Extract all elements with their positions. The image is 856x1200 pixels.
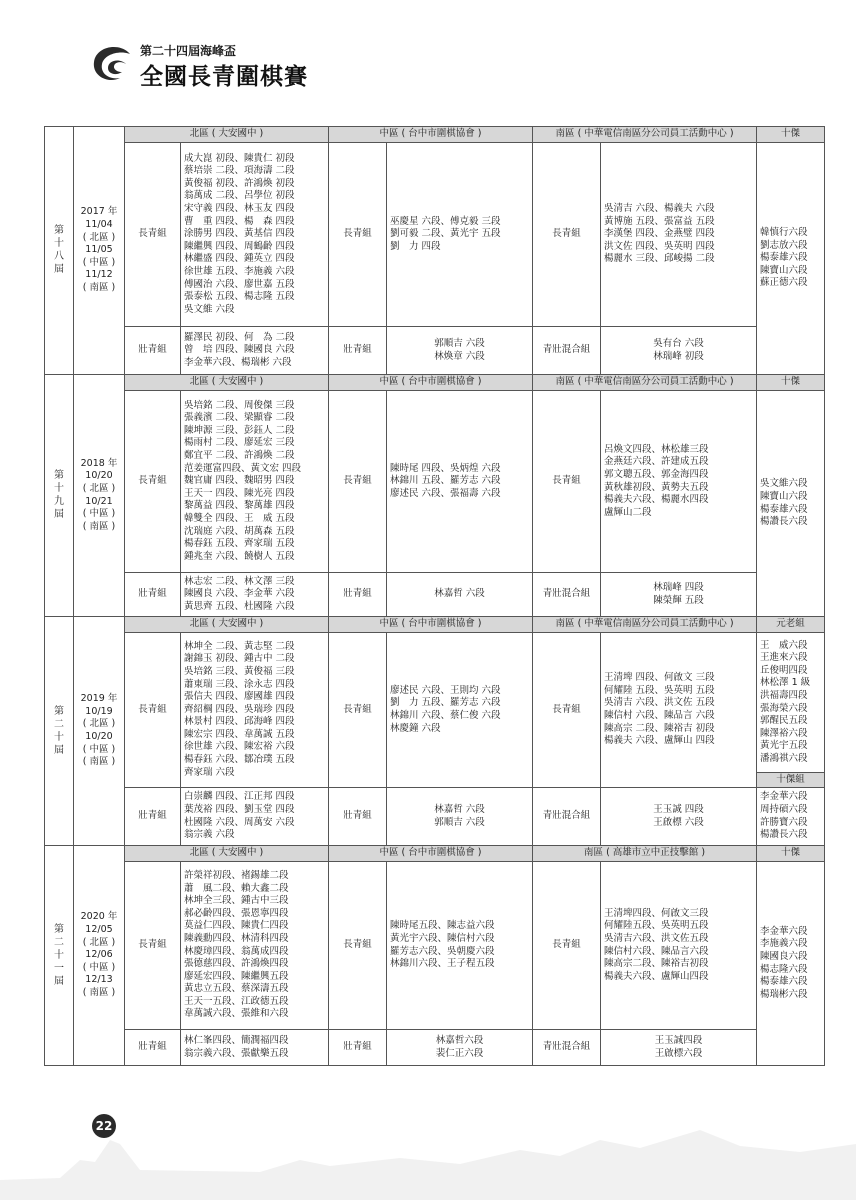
south-header: 南區 ( 中華電信南區分公司員工活動中心 ) (533, 127, 757, 143)
session-date: 2017 年 11/04 ( 北區 ) 11/05 ( 中區 ) 11/12 ( 南區 ) (74, 127, 125, 375)
swirl-logo-icon (90, 44, 134, 84)
mixed-label: 青壯混合組 (533, 1030, 601, 1066)
mixed-label: 青壯混合組 (533, 327, 601, 375)
event-logo (90, 40, 330, 90)
top10-list: 李金華六段 周持碩六段 許勝寶六段 楊讚長六段 (757, 788, 825, 846)
session-name: 第十八屆 (45, 127, 74, 375)
youth-label: 壯青組 (329, 327, 387, 375)
youth-label: 壯青組 (329, 788, 387, 846)
session-name: 第十九屆 (45, 375, 74, 617)
senior-label: 長青組 (533, 391, 601, 573)
youth-label: 壯青組 (125, 327, 181, 375)
central-senior-winners: 陳時尾五段、陳志益六段 黃光宇六段、陳信村六段 羅芳志六段、吳朝慶六段 林錦川六段、王子程五段 (387, 862, 533, 1030)
youth-label: 壯青組 (125, 788, 181, 846)
session-date: 2020 年 12/05 ( 北區 ) 12/06 ( 中區 ) 12/13 ( 南區 ) (74, 846, 125, 1066)
north-header: 北區 ( 大安國中 ) (125, 127, 329, 143)
south-youth-winners: 吳有台 六段 林瑞峰 初段 (601, 327, 757, 375)
north-youth-winners: 林志宏 二段、林文澤 三段 陳國良 六段、李金華 六段 黃思齊 五段、杜國隆 六段 (181, 573, 329, 617)
top10-list: 李金華六段 李施義六段 陳國良六段 楊志隆六段 楊泰雄六段 楊瑞彬六段 (757, 862, 825, 1066)
south-header: 南區 ( 中華電信南區分公司員工活動中心 ) (533, 617, 757, 633)
event-title: 全國長青圍棋賽 (140, 64, 308, 90)
mixed-label: 青壯混合組 (533, 788, 601, 846)
south-senior-winners: 呂煥文四段、林松雄三段 金燕廷六段、許建成五段 郭文聰五段、郭金海四段 黃秋雄初段、黃勢夫五段 楊義夫六段、楊麗水四段 盧輝山二段 (601, 391, 757, 573)
session-name: 第二十一屆 (45, 846, 74, 1066)
senior-label: 長青組 (533, 633, 601, 788)
south-header: 南區 ( 中華電信南區分公司員工活動中心 ) (533, 375, 757, 391)
senior-label: 長青組 (125, 391, 181, 573)
senior-label: 長青組 (329, 391, 387, 573)
session-date: 2019 年 10/19 ( 北區 ) 10/20 ( 中區 ) ( 南區 ) (74, 617, 125, 846)
south-youth-winners: 林瑞峰 四段 陳榮輝 五段 (601, 573, 757, 617)
central-youth-winners: 林嘉哲 六段 郭順吉 六段 (387, 788, 533, 846)
senior-label: 長青組 (533, 143, 601, 327)
senior-label: 長青組 (329, 633, 387, 788)
central-header: 中區 ( 台中市圍棋協會 ) (329, 846, 533, 862)
senior-label: 長青組 (125, 862, 181, 1030)
top10-list: 韓慎行六段 劉志放六段 楊泰雄六段 陳寶山六段 蘇正德六段 (757, 143, 825, 375)
north-youth-winners: 白崇麟 四段、江正邦 四段 葉茂裕 四段、劉玉堂 四段 杜國隆 六段、周萬安 六段 翁宗義 六段 (181, 788, 329, 846)
central-youth-winners: 林嘉哲六段 裴仁正六段 (387, 1030, 533, 1066)
north-header: 北區 ( 大安國中 ) (125, 375, 329, 391)
south-senior-winners: 王清埤四段、何啟文三段 何耀陸五段、吳英明五段 吳清吉六段、洪文佐五段 陳信村六段、陳品言六段 陳高宗二段、陳裕吉初段 楊義夫六段、盧輝山四段 (601, 862, 757, 1030)
history-table (44, 126, 825, 1066)
north-header: 北區 ( 大安國中 ) (125, 617, 329, 633)
youth-label: 壯青組 (125, 1030, 181, 1066)
senior-label: 長青組 (329, 862, 387, 1030)
mixed-label: 青壯混合組 (533, 573, 601, 617)
top10-subheader: 十傑組 (757, 773, 825, 788)
south-header: 南區 ( 高雄市立中正技擊館 ) (533, 846, 757, 862)
south-senior-winners: 王清埤 四段、何啟文 三段 何耀陸 五段、吳英明 五段 吳清吉 六段、洪文佐 五段 陳信村 六段、陳品言 六段 陳高宗 二段、陳裕吉 初段 楊義夫 六段、盧輝山 四段 (601, 633, 757, 788)
top10-list: 吳文維六段 陳寶山六段 楊泰雄六段 楊讚長六段 (757, 391, 825, 617)
session-name: 第二十屆 (45, 617, 74, 846)
top10-header: 十傑 (757, 127, 825, 143)
youth-label: 壯青組 (125, 573, 181, 617)
senior-label: 長青組 (125, 143, 181, 327)
page-number: 22 (92, 1114, 116, 1138)
south-senior-winners: 吳清吉 六段、楊義夫 六段 黃博施 五段、張富益 五段 李漢堡 四段、金燕璧 四段 洪文佐 四段、吳英明 四段 楊麗水 三段、邱峻揚 二段 (601, 143, 757, 327)
central-header: 中區 ( 台中市圍棋協會 ) (329, 617, 533, 633)
north-senior-winners: 林坤全 二段、黃志堅 二段 謝錦玉 初段、鍾古中 二段 吳培銘 三段、黃俊福 三段 蕭東瑞 三段、涂永志 四段 張信夫 四段、廖國雄 四段 齊紹棡 四段、吳瑞珍 四段 林景村 四段、邱海峰 四段 陳宏宗 四段、韋萬誠 五段 徐世雄 六段、陳宏裕 六段 楊春鈺 六段、鄒冶璞 五段 齊家瑞 六段 (181, 633, 329, 788)
senior-label: 長青組 (329, 143, 387, 327)
top10-header: 十傑 (757, 375, 825, 391)
north-senior-winners: 成大崑 初段、陳貴仁 初段 蔡培崇 二段、項海濤 二段 黃俊福 初段、許鴻煥 初段 翁萬成 二段、呂學位 初段 宋守義 四段、林玉友 四段 曹 重 四段、楊 森 四段 涂勝男 四段、黃基信 四段 陳繼興 四段、周鶴齡 四段 林繼盛 四段、鍾英立 四段 徐世雄 五段、李施義 六段 傅國治 六段、廖世嘉 五段 張泰松 五段、楊志隆 五段 吳文維 六段 (181, 143, 329, 327)
south-youth-winners: 王玉誠四段 王啟標六段 (601, 1030, 757, 1066)
north-senior-winners: 許榮祥初段、褚錫雄二段 蕭 風二段、賴大鑫二段 林坤全三段、鍾古中三段 郝必齡四段、張恩寧四段 莫益仁四段、陳貴仁四段 陳義勳四段、林清科四段 林慶璋四段、翁萬成四段 張德慈四段、許鴻煥四段 廖延宏四段、陳繼興五段 黃忠立五段、蔡深濤五段 王天一五段、江政德五段 韋萬誠六段、張維和六段 (181, 862, 329, 1030)
youth-label: 壯青組 (329, 573, 387, 617)
central-header: 中區 ( 台中市圍棋協會 ) (329, 127, 533, 143)
north-header: 北區 ( 大安國中 ) (125, 846, 329, 862)
elders-list: 王 威六段 王進來六段 丘俊明四段 林松澤 1 級 洪福壽四段 張海榮六段 郭醒民五段 陳澤裕六段 黃光宇五段 潘鴻祺六段 (757, 633, 825, 773)
north-youth-winners: 羅澤民 初段、何 為 二段 曾 培 四段、陳國良 六段 李金華六段、楊瑞彬 六段 (181, 327, 329, 375)
elders-header: 元老組 (757, 617, 825, 633)
senior-label: 長青組 (533, 862, 601, 1030)
south-youth-winners: 王玉誠 四段 王啟標 六段 (601, 788, 757, 846)
central-youth-winners: 郭順吉 六段 林煥章 六段 (387, 327, 533, 375)
central-senior-winners: 陳時尾 四段、吳炳煌 六段 林錦川 五段、羅芳志 六段 廖述民 六段、張福壽 六段 (387, 391, 533, 573)
central-senior-winners: 廖述民 六段、王則均 六段 劉 力 五段、羅芳志 六段 林錦川 六段、蔡仁俊 六段 林慶鐘 六段 (387, 633, 533, 788)
skyline-watermark (0, 1100, 856, 1200)
central-header: 中區 ( 台中市圍棋協會 ) (329, 375, 533, 391)
central-senior-winners: 巫慶星 六段、傅克毅 三段 劉可毅 二段、黃光宇 五段 劉 力 四段 (387, 143, 533, 327)
youth-label: 壯青組 (329, 1030, 387, 1066)
north-youth-winners: 林仁峯四段、簡潤福四段 翁宗義六段、張獻樂五段 (181, 1030, 329, 1066)
event-subtitle: 第二十四屆海峰盃 (140, 44, 237, 58)
top10-header: 十傑 (757, 846, 825, 862)
central-youth-winners: 林嘉哲 六段 (387, 573, 533, 617)
north-senior-winners: 吳培銘 二段、周俊傑 三段 張義濱 二段、梁顯睿 二段 陳坤源 三段、彭鈺人 二段 楊雨村 二段、廖延宏 三段 鄭宜平 二段、許鴻煥 二段 范姜運富四段、黃文宏 四段 魏官庸 四段、魏昭男 四段 王天一 四段、陳光亮 四段 黎萬益 四段、黎萬雄 四段 韓雙全 四段、王 威 五段 沈瑞庭 六段、胡萬森 五段 楊春鈺 五段、齊家瑞 五段 鍾兆奎 六段、饒樹人 五段 (181, 391, 329, 573)
session-date: 2018 年 10/20 ( 北區 ) 10/21 ( 中區 ) ( 南區 ) (74, 375, 125, 617)
senior-label: 長青組 (125, 633, 181, 788)
